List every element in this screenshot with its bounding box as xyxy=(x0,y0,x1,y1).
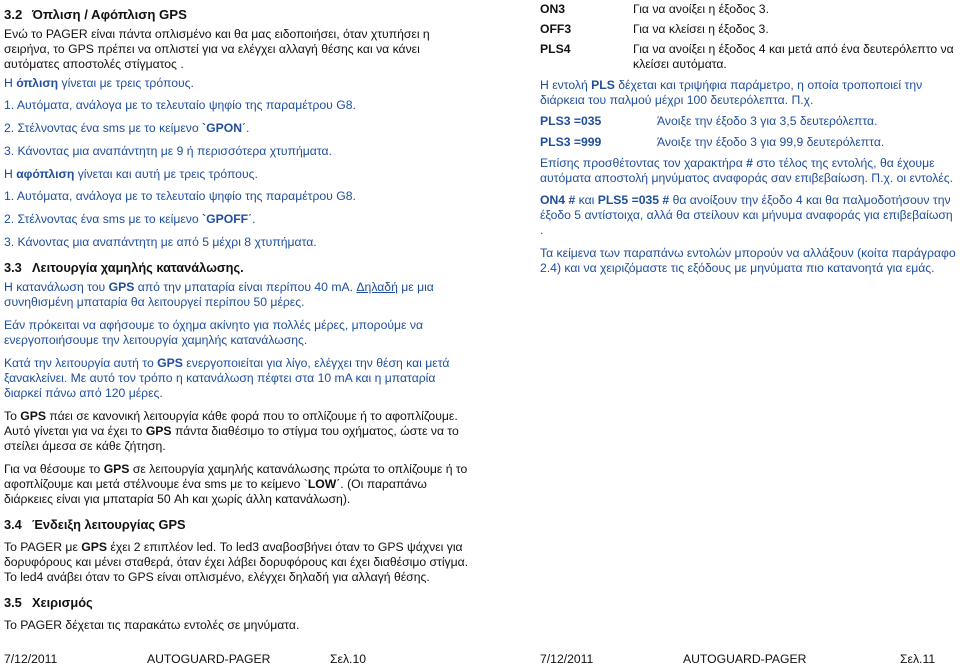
led-paragraph: Το PAGER με GPS έχει 2 επιπλέον led. Το led3 αναβοσβήνει όταν το GPS ψάχνει για δορυφόρους και μένει σταθερά, όταν έχει λάβει δορυφόρους και έχει διαθέσιμο στίγμα. Το led4 ανάβει όταν το GPS είναι οπλισμένο, ελέγχει δηλαδή για αλλαγή θέσης. xyxy=(4,540,469,584)
low-power-paragraph-2: Εάν πρόκειται να αφήσουμε το όχημα ακίνητο για πολλές μέρες, μπορούμε να ενεργοποιήσουμε την λειτουργία χαμηλής κατανάλωσης. xyxy=(4,318,424,347)
command-off3: OFF3 Για να κλείσει η έξοδος 3. xyxy=(540,22,769,36)
low-power-paragraph-3: Κατά την λειτουργία αυτή το GPS ενεργοποιείται για λίγο, ελέγχει την θέση και μετά ξανακλείνει. Με αυτό τον τρόπο η κατανάλωση πέφτει στα 10 mA και η μπαταρία διαρκεί πάνω από 120 μέρες. xyxy=(4,356,450,400)
hash-paragraph: Επίσης προσθέτοντας τον χαρακτήρα # στο τέλος της εντολής, θα έχουμε αυτόματα αποστολή μηνύματος αναφοράς σαν επιβεβαίωση. Π.χ. οι εντολές. xyxy=(540,156,954,185)
left-page xyxy=(4,0,474,633)
low-power-paragraph-4: Το GPS πάει σε κανονική λειτουργία κάθε φορά που το οπλίζουμε ή το αφοπλίζουμε. Αυτό γίνεται για να έχει το GPS πάντα διαθέσιμο το στίγμα του οχήματος, ώστε να το στείλει άμεσα σε κάθε ζήτηση. xyxy=(4,409,459,453)
low-power-paragraph-5: Για να θέσουμε το GPS σε λειτουργία χαμηλής κατανάλωσης πρώτα το οπλίζουμε ή το αφοπλίζουμε και μετά στέλνουμε ένα sms με το κείμενο `LOW΄. (Οι παραπάνω διάρκειες είναι για μπαταρία 50 Ah και χωρίς άλλη κατανάλωση). xyxy=(4,462,468,506)
customize-note: Τα κείμενα των παραπάνω εντολών μπορούν να αλλάξουν (κοίτα παράγραφο 2.4) και να χειριζόμαστε τις εξόδους με μηνύματα πιο κατανοητά για εμάς. xyxy=(540,246,956,275)
arm-method-2: 2. Στέλνοντας ένα sms με το κείμενο `GPON΄. xyxy=(4,121,250,135)
gps-intro-paragraph: Ενώ το PAGER είναι πάντα οπλισμένο και θα μας ειδοποιήσει, όταν χτυπήσει η σειρήνα, το GPS πρέπει να οπλιστεί για να ελέγχει αλλαγή θέσης και να κάνει αυτόματες αποστολές στίγματος . xyxy=(4,27,430,71)
section-3-2-heading: 3.2 Όπλιση / Αφόπλιση GPS xyxy=(4,7,187,22)
command-on3: ON3 Για να ανοίξει η έξοδος 3. xyxy=(540,2,769,16)
example-pls3-999: PLS3 =999 Άνοιξε την έξοδο 3 για 99,9 δευτερόλεπτα. xyxy=(540,135,885,149)
section-3-3-heading: 3.3 Λειτουργία χαμηλής κατανάλωσης. xyxy=(4,260,244,275)
low-power-paragraph-1: Η κατανάλωση του GPS από την μπαταρία είναι περίπου 40 mA. Δηλαδή με μια συνηθισμένη μπαταρία θα λειτουργεί περίπου 50 μέρες. xyxy=(4,280,434,309)
disarm-method-2: 2. Στέλνοντας ένα sms με το κείμενο `GPOFF΄. xyxy=(4,212,256,226)
section-3-5-heading: 3.5 Χειρισμός xyxy=(4,595,93,610)
command-pls4: PLS4 Για να ανοίξει η έξοδος 4 και μετά από ένα δευτερόλεπτο να κλείσει αυτόματα. xyxy=(540,42,954,71)
disarm-method-3: 3. Κάνοντας μια αναπάντητη με από 5 μέχρι 8 χτυπήματα. xyxy=(4,235,317,249)
combo-paragraph: ON4 # και PLS5 =035 # θα ανοίξουν την έξοδο 4 και θα παλμοδοτήσουν την έξοδο 5 αντίστοιχα, αλλά θα στείλουν και μήνυμα αναφοράς για επιβεβαίωση . xyxy=(540,193,953,237)
section-3-4-heading: 3.4 Ένδειξη λειτουργίας GPS xyxy=(4,517,186,532)
arm-method-1: 1. Αυτόματα, ανάλογα με το τελευταίο ψηφίο της παραμέτρου G8. xyxy=(4,98,356,112)
right-page xyxy=(540,0,958,276)
disarm-methods-heading: Η αφόπλιση γίνεται και αυτή με τρεις τρόπους. xyxy=(4,167,258,181)
pls-parameter-paragraph: Η εντολή PLS δέχεται και τριψήφια παράμετρο, η οποία τροποποιεί την διάρκεια του παλμού μέχρι 100 δευτερόλεπτα. Π.χ. xyxy=(540,78,923,107)
disarm-method-1: 1. Αυτόματα, ανάλογα με το τελευταίο ψηφίο της παραμέτρου G8. xyxy=(4,189,356,203)
commands-intro: Το PAGER δέχεται τις παρακάτω εντολές σε μηνύματα. xyxy=(4,618,300,632)
arm-method-3: 3. Κάνοντας μια αναπάντητη με 9 ή περισσότερα χτυπήματα. xyxy=(4,144,332,158)
example-pls3-035: PLS3 =035 Άνοιξε την έξοδο 3 για 3,5 δευτερόλεπτα. xyxy=(540,114,878,128)
arm-methods-heading: Η όπλιση γίνεται με τρεις τρόπους. xyxy=(4,76,194,90)
